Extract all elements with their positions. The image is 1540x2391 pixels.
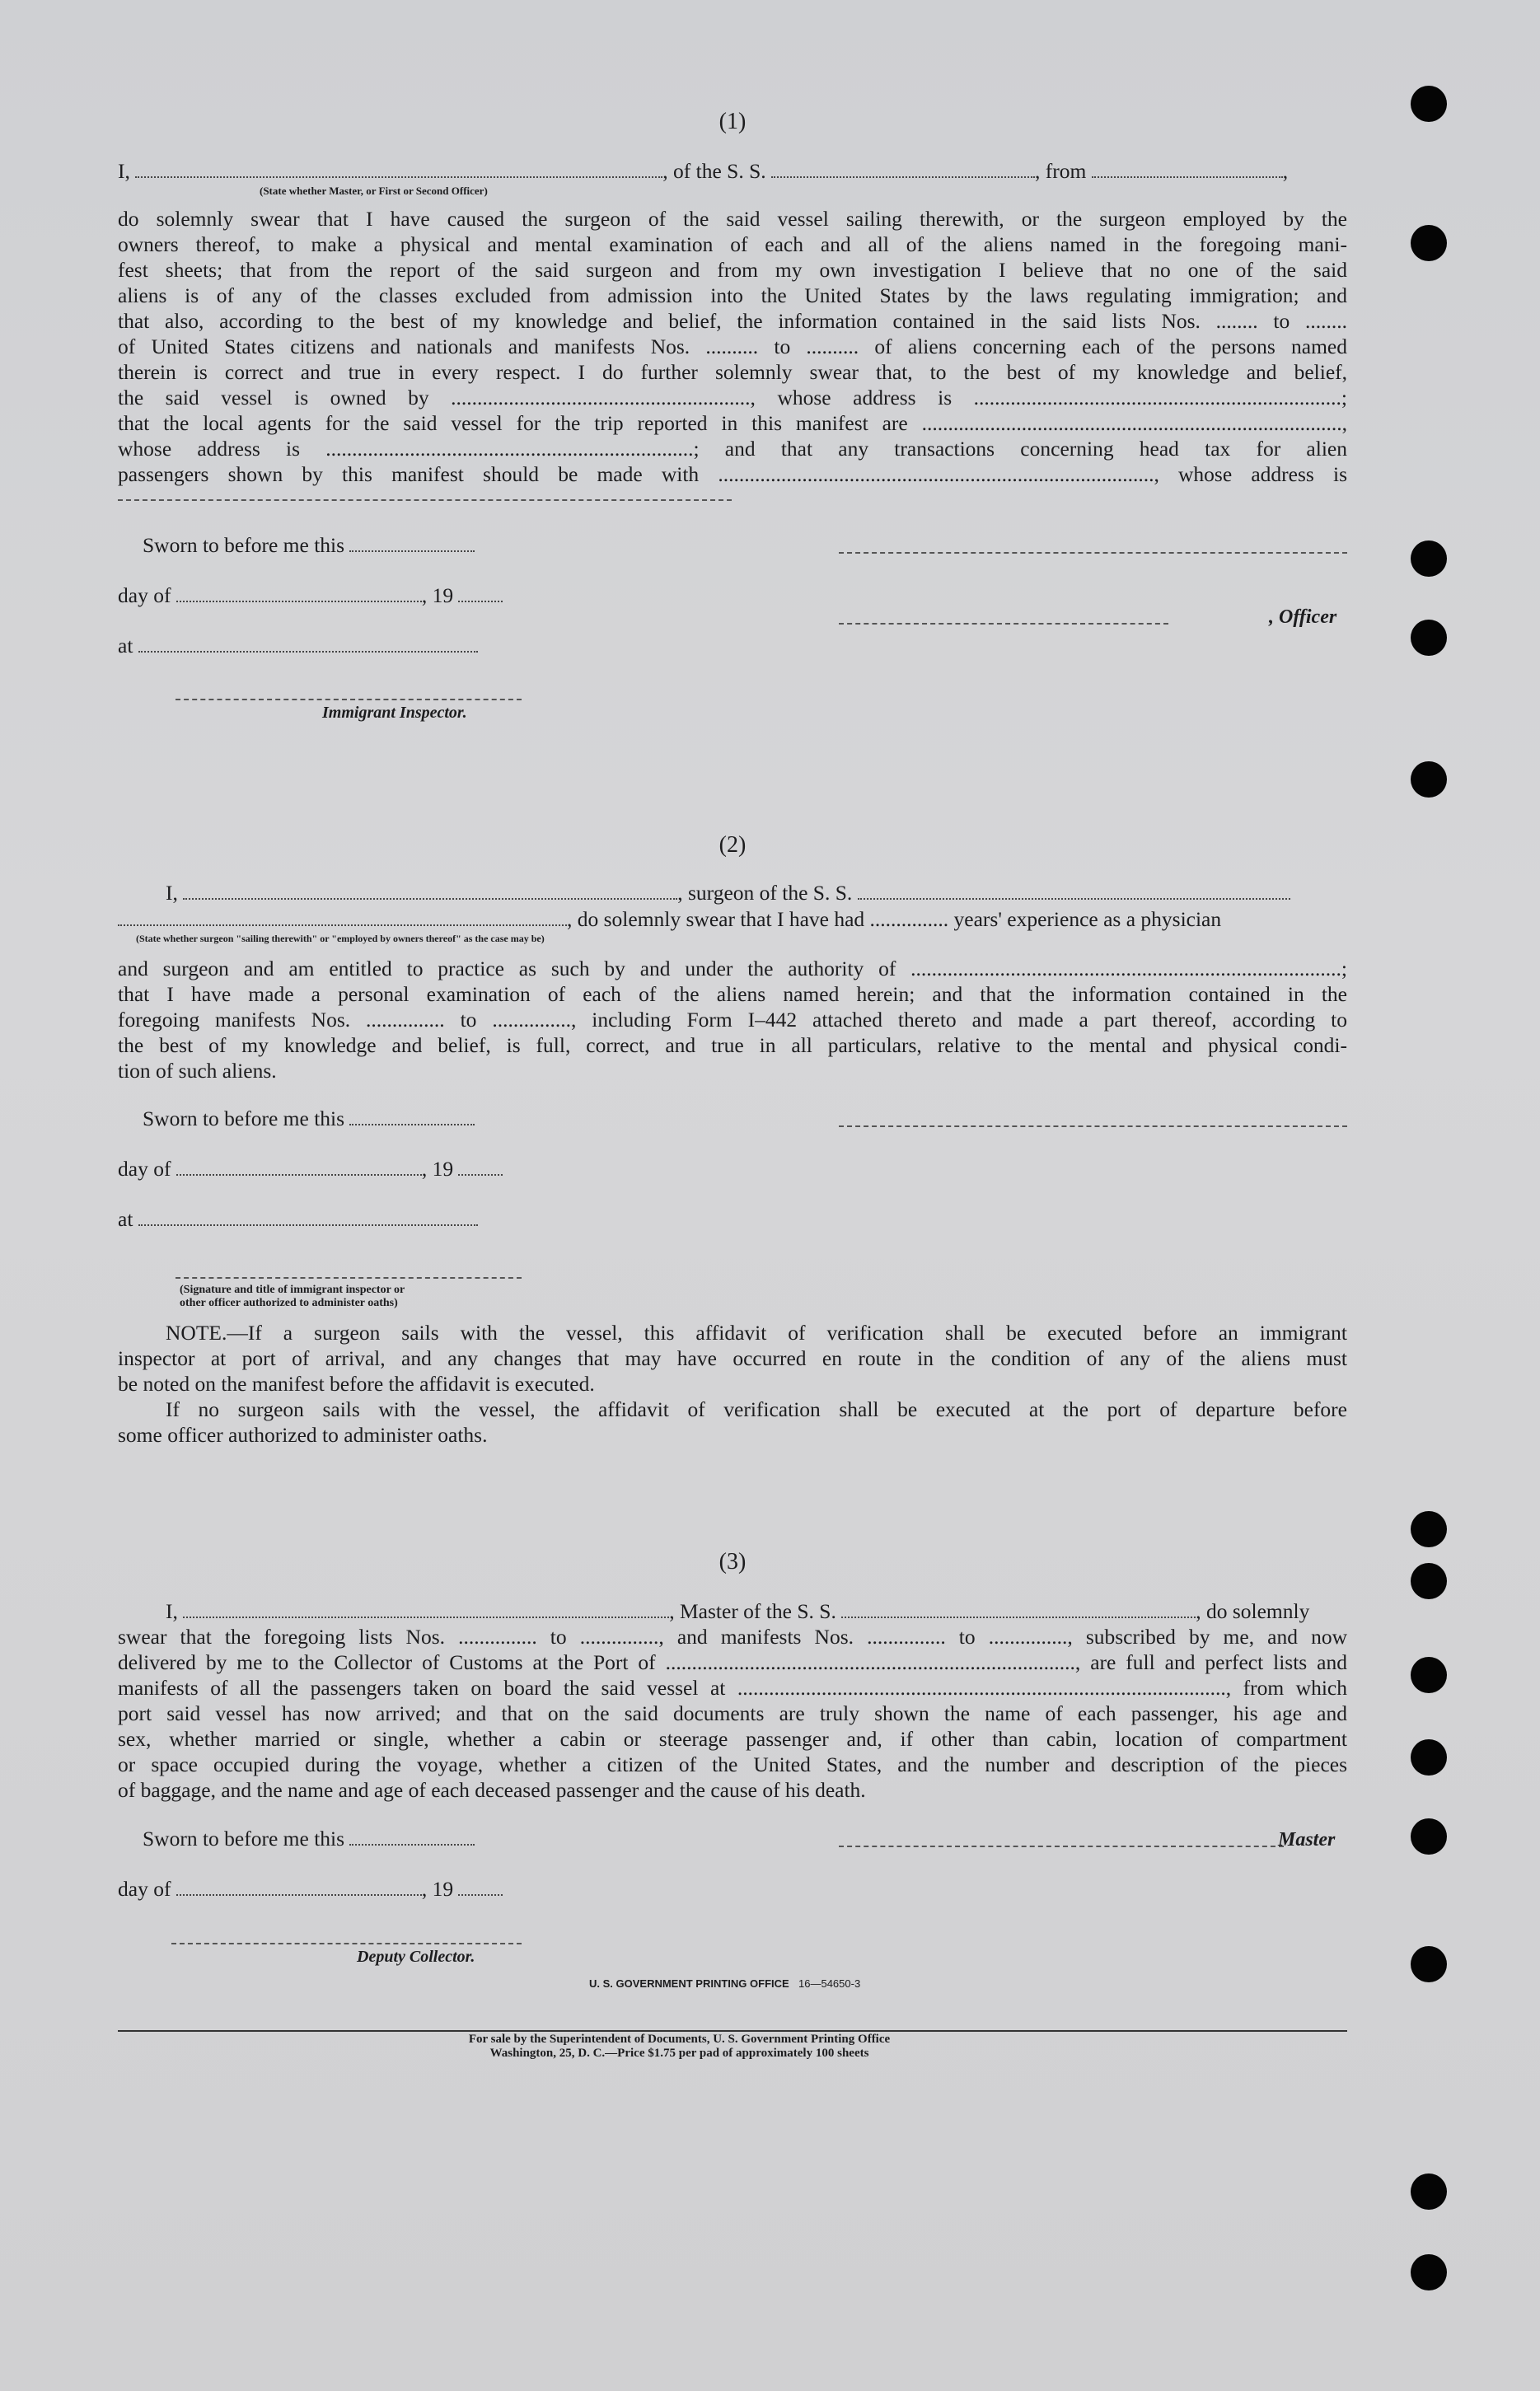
at-line: at xyxy=(118,1206,478,1232)
surgeon-name-field[interactable] xyxy=(183,883,677,900)
day-of-line: day of , 19 xyxy=(118,1876,503,1902)
punch-hole xyxy=(1411,1946,1447,1982)
vessel-name-field[interactable] xyxy=(771,161,1035,178)
para-line: passengers shown by this manifest should be made with ..................................................................................., whose address is xyxy=(118,462,1347,486)
officer-name-field[interactable] xyxy=(135,161,662,178)
day-of-month-field[interactable] xyxy=(176,1159,422,1176)
inspector-signature-line[interactable] xyxy=(176,699,522,700)
punch-hole xyxy=(1411,1739,1447,1776)
master-signature-line[interactable] xyxy=(839,1846,1284,1847)
inspector-label: Immigrant Inspector. xyxy=(322,704,467,722)
section-2 xyxy=(118,832,1347,1450)
footer-line: For sale by the Superintendent of Documents, U. S. Government Printing Office xyxy=(468,2033,891,2046)
para-line: tion of such aliens. xyxy=(118,1059,277,1083)
at-place-field[interactable] xyxy=(138,1210,478,1226)
sworn-day-field[interactable] xyxy=(349,1829,475,1846)
officer-signature-line[interactable] xyxy=(839,552,1347,554)
punch-hole xyxy=(1411,86,1447,122)
master-name-field[interactable] xyxy=(183,1602,669,1618)
address-continuation-line[interactable] xyxy=(118,499,732,501)
sworn-day-field[interactable] xyxy=(349,1109,475,1125)
para-line: that also, according to the best of my knowledge and belief, the information contained in the said lists Nos. ........ to ........ xyxy=(118,309,1347,333)
para-line: aliens is of any of the classes excluded from admission into the United States by the laws regulating immigration; and xyxy=(118,283,1347,307)
note-line: NOTE.—If a surgeon sails with the vessel, this affidavit of verification shall be executed before an immigrant xyxy=(166,1321,1347,1345)
sworn-line: Sworn to before me this xyxy=(143,532,475,558)
sworn-line: Sworn to before me this xyxy=(143,1826,475,1851)
year-field[interactable] xyxy=(458,1879,503,1896)
para-line: do solemnly swear that I have caused the surgeon of the said vessel sailing therewith, or the surgeon employed by the xyxy=(118,207,1347,231)
para-line: manifests of all the passengers taken on board the said vessel at ............................................................................................., from which xyxy=(118,1676,1347,1700)
para-line: the best of my knowledge and belief, is full, correct, and true in all particulars, relative to the mental and physical condi- xyxy=(118,1033,1347,1057)
punch-hole xyxy=(1411,1657,1447,1693)
surgeon-signature-line[interactable] xyxy=(839,1125,1347,1127)
para-line: the said vessel is owned by ........................................................., whose address is ......................................................................; xyxy=(118,386,1347,409)
year-field[interactable] xyxy=(458,1159,503,1176)
sworn-line: Sworn to before me this xyxy=(143,1106,475,1131)
para-line: swear that the foregoing lists Nos. ............... to ..............., and manifests Nos. ............... to ..............., subscribed by me, and now xyxy=(118,1625,1347,1649)
para-line: therein is correct and true in every respect. I do further solemnly swear that, to the best of my knowledge and belief, xyxy=(118,360,1347,384)
punch-hole xyxy=(1411,620,1447,656)
day-of-month-field[interactable] xyxy=(176,1879,422,1896)
note-line: inspector at port of arrival, and any changes that may have occurred en route in the condition of any of the aliens must xyxy=(118,1346,1347,1370)
section-number: (2) xyxy=(719,832,747,858)
print-code: 16—54650-3 xyxy=(798,1977,861,1990)
punch-hole xyxy=(1411,1563,1447,1599)
day-of-month-field[interactable] xyxy=(176,586,422,602)
punch-hole xyxy=(1411,2254,1447,2290)
para-line: of baggage, and the name and age of each deceased passenger and the cause of his death. xyxy=(118,1778,866,1802)
officer-note: (State whether Master, or First or Second Officer) xyxy=(260,185,488,197)
sworn-day-field[interactable] xyxy=(349,536,475,552)
at-line: at xyxy=(118,633,478,658)
note-line: some officer authorized to administer oaths. xyxy=(118,1423,488,1447)
para-line: and surgeon and am entitled to practice as such by and under the authority of ..................................................................................; xyxy=(118,957,1347,980)
signature-note: other officer authorized to administer oaths) xyxy=(180,1297,398,1309)
year-field[interactable] xyxy=(458,586,503,602)
punch-hole xyxy=(1411,225,1447,261)
para-line: whose address is ......................................................................; and that any transactions concerning head tax for alien xyxy=(118,437,1347,461)
collector-signature-line[interactable] xyxy=(171,1943,522,1944)
para-line: that the local agents for the said vessel for the trip reported in this manifest are ................................................................................, xyxy=(118,411,1347,435)
surgeon-status-field[interactable] xyxy=(118,910,567,926)
para-line: fest sheets; that from the report of the said surgeon and from my own investigation I believe that no one of the said xyxy=(118,258,1347,282)
note-line: be noted on the manifest before the affidavit is executed. xyxy=(118,1372,595,1396)
day-of-line: day of , 19 xyxy=(118,1156,503,1181)
signature-note: (Signature and title of immigrant inspector or xyxy=(180,1284,405,1296)
para-line: delivered by me to the Collector of Customs at the Port of .............................................................................., are full and perfect lists and xyxy=(118,1650,1347,1674)
punch-hole xyxy=(1411,1818,1447,1855)
day-of-line: day of , 19 xyxy=(118,583,503,608)
print-office: U. S. GOVERNMENT PRINTING OFFICE xyxy=(589,1977,789,1990)
section-1 xyxy=(118,109,1347,735)
para-line: owners thereof, to make a physical and mental examination of each and all of the aliens named in the foregoing mani- xyxy=(118,232,1347,256)
officer-line: I, , of the S. S. , from , xyxy=(118,159,1289,183)
collector-label: Deputy Collector. xyxy=(357,1948,475,1966)
para-line: of United States citizens and nationals and manifests Nos. .......... to .......... of aliens concerning each of the persons named xyxy=(118,335,1347,358)
officer-signature-line-2[interactable] xyxy=(839,623,1168,625)
para-line: port said vessel has now arrived; and that on the said documents are truly shown the name of each passenger, his age and xyxy=(118,1701,1347,1725)
para-line: sex, whether married or single, whether a cabin or steerage passenger and, if other than cabin, location of compartment xyxy=(118,1727,1347,1751)
para-line: that I have made a personal examination of each of the aliens named herein; and that the information contained in the xyxy=(118,982,1347,1006)
surgeon-note: (State whether surgeon "sailing therewith" or "employed by owners thereof" as the case may be) xyxy=(136,933,545,944)
surgeon-line: I, , surgeon of the S. S. xyxy=(166,880,1290,905)
section-number: (1) xyxy=(719,109,747,134)
inspector-signature-line[interactable] xyxy=(176,1277,522,1279)
master-label: Master xyxy=(1278,1829,1336,1851)
master-line: I, , Master of the S. S. , do solemnly xyxy=(166,1599,1310,1623)
surgeon-vessel-field[interactable] xyxy=(858,883,1290,900)
para-line: or space occupied during the voyage, whether a citizen of the United States, and the number and description of the pieces xyxy=(118,1752,1347,1776)
punch-hole xyxy=(1411,540,1447,577)
footer-line: Washington, 25, D. C.—Price $1.75 per pad of approximately 100 sheets xyxy=(489,2047,869,2060)
punch-hole xyxy=(1411,1511,1447,1547)
master-vessel-field[interactable] xyxy=(841,1602,1196,1618)
punch-hole xyxy=(1411,2173,1447,2210)
punch-hole xyxy=(1411,761,1447,798)
experience-line: , do solemnly swear that I have had ............... years' experience as a physician xyxy=(118,906,1221,932)
at-place-field[interactable] xyxy=(138,636,478,653)
section-3 xyxy=(118,1549,1347,1994)
para-line: foregoing manifests Nos. ............... to ..............., including Form I–442 attached thereto and made a part thereof, according to xyxy=(118,1008,1347,1032)
note-line: If no surgeon sails with the vessel, the affidavit of verification shall be executed at the port of departure before xyxy=(166,1397,1347,1421)
section-number: (3) xyxy=(719,1549,747,1575)
officer-label: , Officer xyxy=(1269,606,1337,628)
from-port-field[interactable] xyxy=(1092,161,1283,178)
